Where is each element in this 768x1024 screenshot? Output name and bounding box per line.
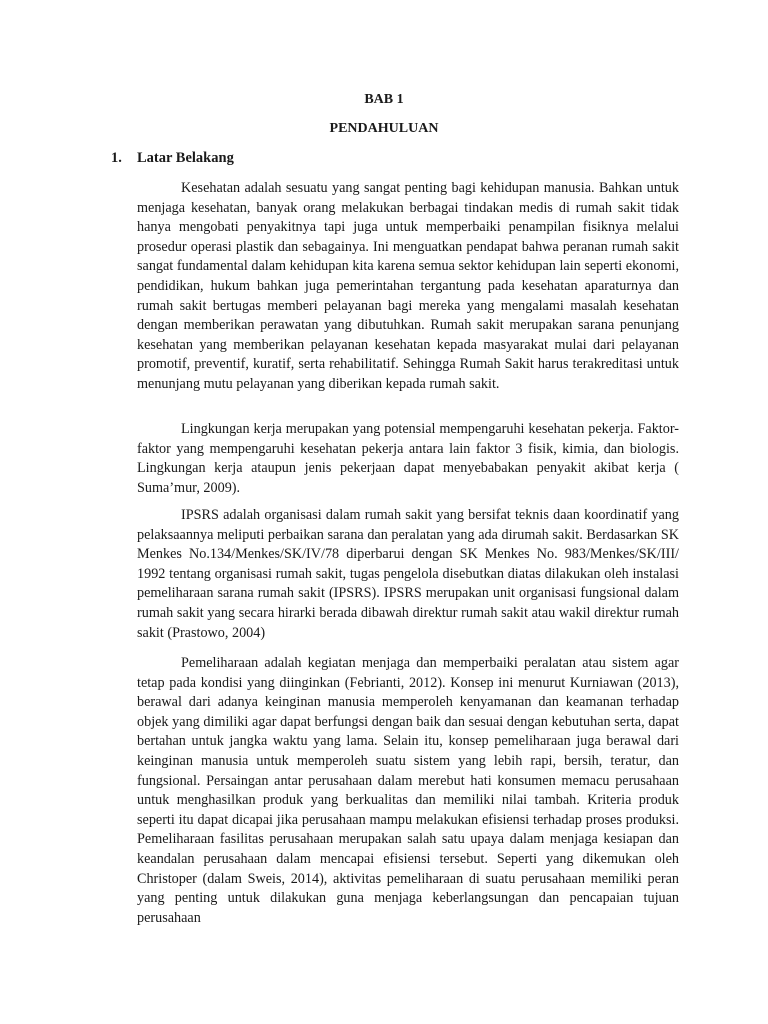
- chapter-title: PENDAHULUAN: [329, 121, 439, 136]
- paragraph-ipsrs: IPSRS adalah organisasi dalam rumah sakit yang bersifat teknis daan koordinatif yang pelaksaannya meliputi perbaikan sarana dan peralatan yang ada dirumah sakit. Berdasarkan SK Menkes No.134/Menkes/SK/IV/78 diperbarui dengan SK Menkes No. 983/Menkes/SK/III/ 1992 tentang organisasi rumah sakit, tugas pengelola disebutkan diatas dilakukan oleh instalasi pemeliharaan sarana rumah sakit (IPSRS). IPSRS merupakan unit organisasi fungsional dalam rumah sakit yang secara hirarki berada dibawah direktur rumah sakit atau wakil direktur rumah sakit (Prastowo, 2004): [137, 507, 679, 641]
- section-title: Latar Belakang: [137, 150, 234, 166]
- chapter-number: BAB 1: [364, 92, 404, 107]
- section-number: 1.: [111, 150, 122, 166]
- paragraph-pemeliharaan: Pemeliharaan adalah kegiatan menjaga dan memperbaiki peralatan atau sistem agar tetap pada kondisi yang diinginkan (Febrianti, 2012). Konsep ini menurut Kurniawan (2013), berawal dari adanya keinginan manusia memperoleh kenyamanan dan keamanan terhadap objek yang dimiliki agar dapat berfungsi dengan baik dan sesuai dengan kebutuhan serta, dapat bertahan untuk jangka waktu yang lama. Selain itu, konsep pemeliharaan juga berawal dari keinginan manusia untuk memperoleh suatu sistem yang lebih rapi, bersih, teratur, dan fungsional. Persaingan antar perusahaan dalam merebut hati konsumen memacu perusahaan untuk menghasilkan produk yang berkualitas dan memiliki nilai tambah. Kriteria produk seperti itu dapat dicapai jika perusahaan mampu melakukan efisiensi terhadap proses produksi. Pemeliharaan fasilitas perusahaan merupakan salah satu upaya dalam menjaga kesiapan dan keandalan perusahaan dalam mencapai efisiensi tersebut. Seperti yang dikemukan oleh Christoper (dalam Sweis, 2014), aktivitas pemeliharaan di suatu perusahaan memiliki peran yang penting untuk dilakukan guna menjaga keberlangsungan dan pencapaian tujuan perusahaan: [137, 655, 679, 926]
- paragraph-kesehatan: Kesehatan adalah sesuatu yang sangat penting bagi kehidupan manusia. Bahkan untuk menjaga kesehatan, banyak orang melakukan berbagai tindakan medis di rumah sakit tidak hanya mengobati penyakitnya tapi juga untuk memperbaiki penampilan fisiknya melalui prosedur operasi plastik dan sebagainya. Ini menguatkan pendapat bahwa peranan rumah sakit sangat fundamental dalam kehidupan kita karena semua sektor kehidupan lain seperti ekonomi, pendidikan, hukum bahkan juga pemerintahan tergantung pada kesehatan aparaturnya dan rumah sakit bertugas memberi pelayanan bagi mereka yang mengalami masalah kesehatan dengan memberikan perawatan yang dibutuhkan. Rumah sakit merupakan sarana penunjang kesehatan yang memberikan pelayanan kesehatan kepada masyarakat mulai dari pelayanan promotif, preventif, kuratif, serta rehabilitatif. Sehingga Rumah Sakit harus terakreditasi untuk menunjang mutu pelayanan yang diberikan kepada rumah sakit.: [137, 180, 679, 392]
- paragraph-lingkungan-kerja: Lingkungan kerja merupakan yang potensial mempengaruhi kesehatan pekerja. Faktor-faktor yang mempengaruhi kesehatan pekerja antara lain faktor 3 fisik, kimia, dan biologis. Lingkungan kerja ataupun jenis pekerjaan dapat menyebabakan penyakit akibat kerja ( Suma’mur, 2009).: [137, 421, 679, 496]
- section-heading: [111, 150, 234, 167]
